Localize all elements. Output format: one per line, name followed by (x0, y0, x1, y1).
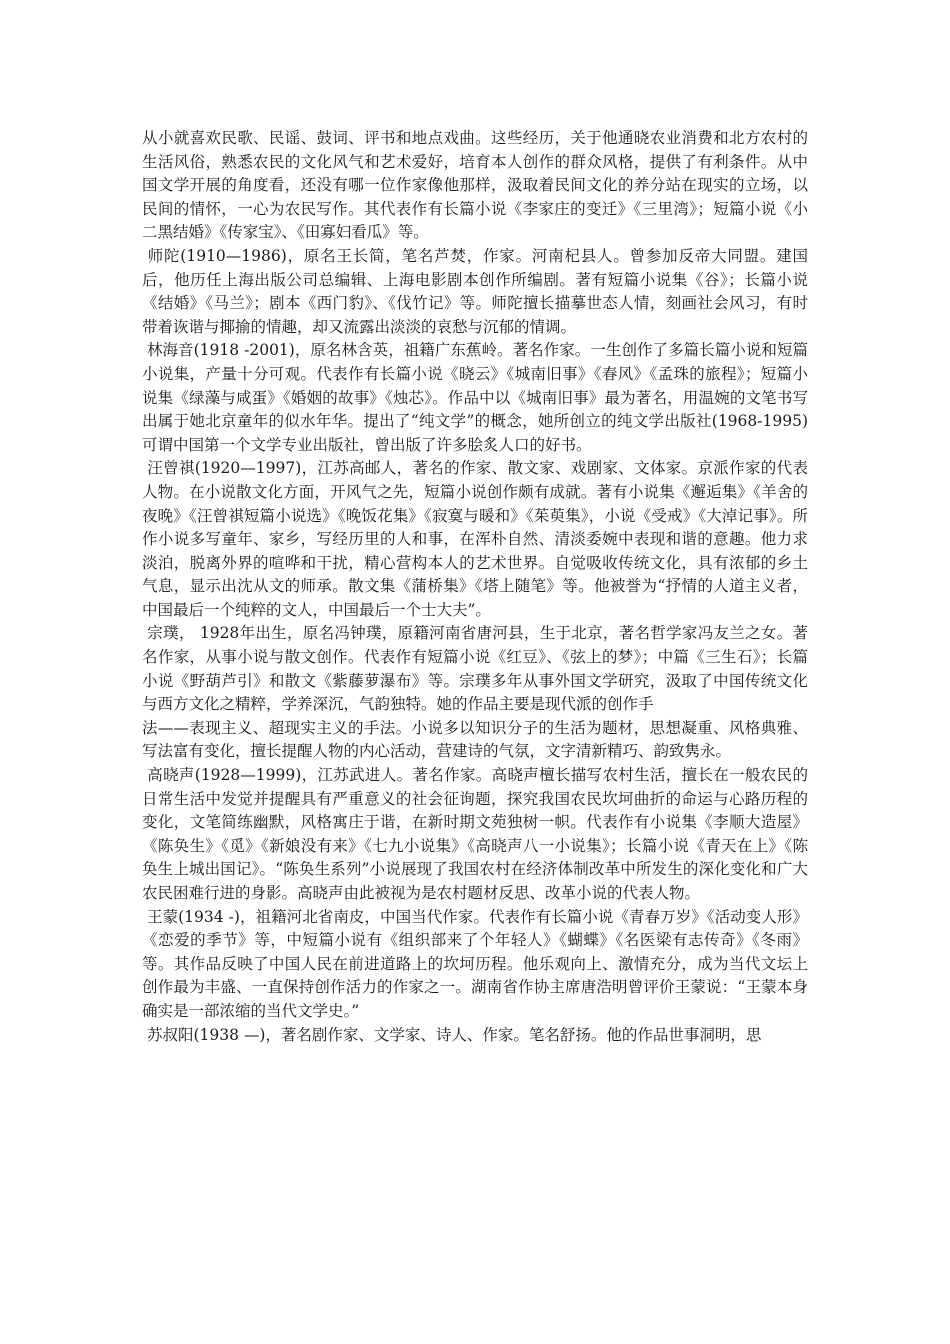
paragraph-wang-meng: 王蒙(1934 -)，祖籍河北省南皮，中国当代作家。代表作有长篇小说《青春万岁》《活动变人形》《恋爱的季节》等，中短篇小说有《组织部来了个年轻人》《蝴蝶》《名医梁有志传奇》《冬雨》等。其作品反映了中国人民在前进道路上的坎坷历程。他乐观向上、激情充分，成为当代文坛上创作最为丰盛、一直保持创作活力的作家之一。湖南省作协主席唐浩明曾评价王蒙说：“王蒙本身确实是一部浓缩的当代文学史。” (142, 907, 808, 1020)
paragraph-zong-pu-continued: 法——表现主义、超现实主义的手法。小说多以知识分子的生活为题材，思想凝重、风格典雅、写法富有变化，擅长提醒人物的内心活动，营建诗的气氛，文字清新精巧、韵致隽永。 (142, 718, 808, 761)
paragraph-wang-zengqi: 汪曾祺(1920—1997)，江苏高邮人，著名的作家、散文家、戏剧家、文体家。京派作家的代表人物。在小说散文化方面，开风气之先，短篇小说创作颇有成就。著有小说集《邂逅集》《羊舍的夜晚》《汪曾祺短篇小说选》《晚饭花集》《寂寞与暖和》《茱萸集》，小说《受戒》《大淖记事》。所作小说多写童年、家乡，写经历里的人和事，在浑朴自然、清淡委婉中表现和谐的意趣。他力求淡泊，脱离外界的喧哗和干扰，精心营构本人的艺术世界。自觉吸收传统文化，具有浓郁的乡土气息，显示出沈从文的师承。散文集《蒲桥集》《塔上随笔》等。他被誉为“抒情的人道主义者，中国最后一个纯粹的文人，中国最后一个士大夫”。 (142, 459, 808, 619)
document-body (142, 127, 808, 1047)
paragraph-lin-haiyin: 林海音(1918 -2001)，原名林含英，祖籍广东蕉岭。著名作家。一生创作了多篇长篇小说和短篇小说集，产量十分可观。代表作有长篇小说《晓云》《城南旧事》《春风》《孟珠的旅程》；短篇小说集《绿藻与咸蛋》《婚姻的故事》《烛芯》。作品中以《城南旧事》最为著名，用温婉的文笔书写出属于她北京童年的似水年华。提出了“纯文学”的概念，她所创立的纯文学出版社(1968-1995)可谓中国第一个文学专业出版社，曾出版了许多脍炙人口的好书。 (142, 341, 808, 454)
paragraph-su-shuyang: 苏叔阳(1938 —)，著名剧作家、文学家、诗人、作家。笔名舒扬。他的作品世事洞明，思 (142, 1025, 762, 1044)
paragraph-gao-xiaosheng: 高晓声(1928—1999)，江苏武进人。著名作家。高晓声檀长描写农村生活，擅长在一般农民的日常生活中发觉并提醒具有严重意义的社会征询题，探究我国农民坎坷曲折的命运与心路历程的变化，文笔简练幽默，风格寓庄于谐，在新时期文苑独树一帜。代表作有小说集《李顺大造屋》《陈奂生》《觅》《新娘没有来》《七九小说集》《高晓声八一小说集》；长篇小说《青天在上》《陈奂生上城出国记》。“陈奂生系列”小说展现了我国农村在经济体制改革中所发生的深化变化和广大农民困难行进的身影。高晓声由此被视为是农村题材反思、改革小说的代表人物。 (142, 766, 808, 902)
paragraph-shi-tuo: 师陀(1910—1986)，原名王长简，笔名芦焚，作家。河南杞县人。曾参加反帝大同盟。建国后，他历任上海出版公司总编辑、上海电影剧本创作所编剧。著有短篇小说集《谷》；长篇小说《结婚》《马兰》；剧本《西门豹》、《伐竹记》等。师陀擅长描摹世态人情，刻画社会风习，有时带着诙谐与揶揄的情趣，却又流露出淡淡的哀愁与沉郁的情调。 (142, 246, 808, 336)
paragraph-zong-pu: 宗璞， 1928年出生，原名冯钟璞，原籍河南省唐河县，生于北京，著名哲学家冯友兰之女。著名作家，从事小说与散文创作。代表作有短篇小说《红豆》、《弦上的梦》；中篇《三生石》；长篇小说《野葫芦引》和散文《紫藤萝瀑布》等。宗璞多年从事外国文学研究，汲取了中国传统文化与西方文化之精粹，学养深沉，气韵独特。她的作品主要是现代派的创作手 (142, 624, 808, 714)
paragraph-zhao-shuli-continued: 从小就喜欢民歌、民谣、鼓词、评书和地点戏曲。这些经历，关于他通晓农业消费和北方农村的生活风俗，熟悉农民的文化风气和艺术爱好，培育本人创作的群众风格，提供了有利条件。从中国文学开展的角度看，还没有哪一位作家像他那样，汲取着民间文化的养分站在现实的立场，以民间的情怀，一心为农民写作。其代表作有长篇小说《李家庄的变迁》《三里湾》；短篇小说《小二黑结婚》《传家宝》、《田寡妇看瓜》等。 (142, 129, 808, 242)
